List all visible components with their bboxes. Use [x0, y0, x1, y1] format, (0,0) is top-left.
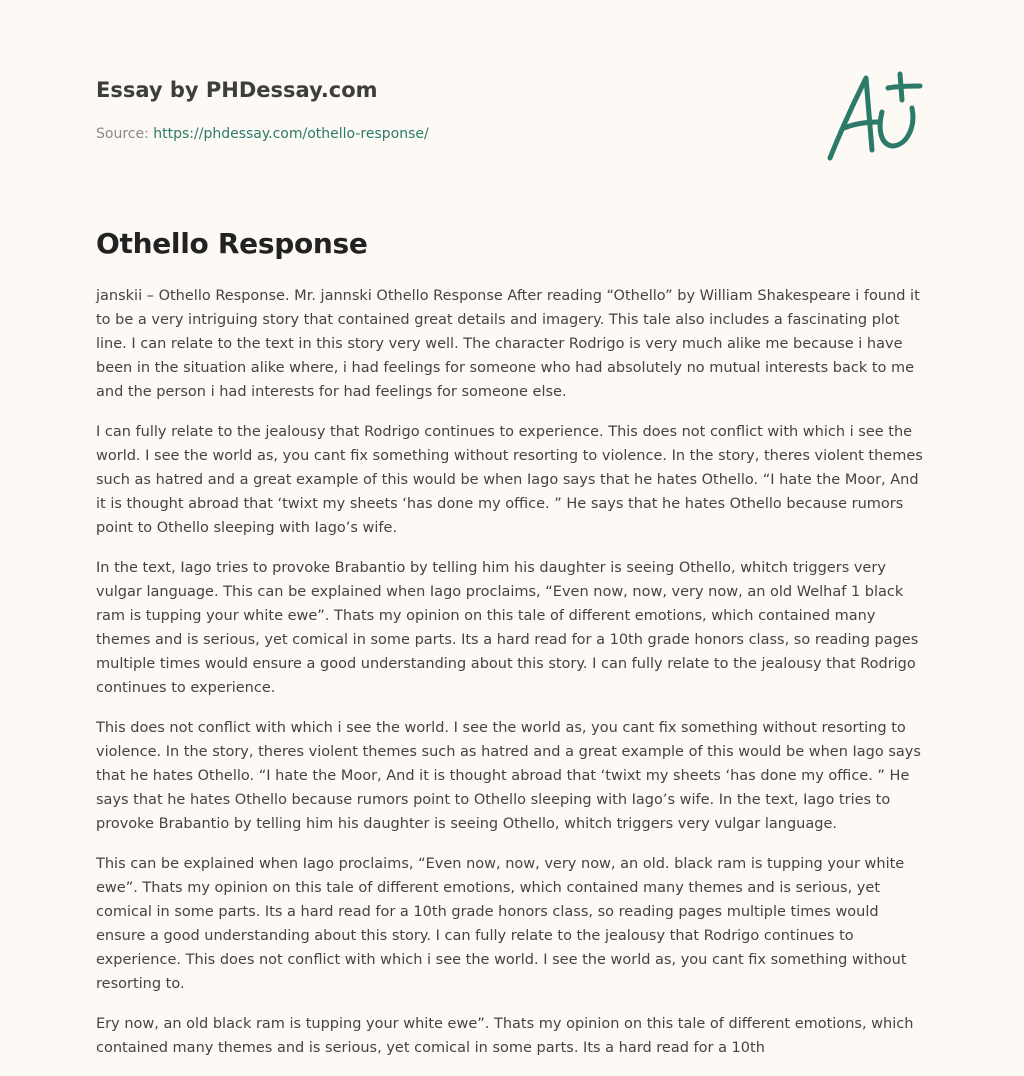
- essay-paragraph: In the text, Iago tries to provoke Brabantio by telling him his daughter is seeing Othello, whitch triggers very vulgar language. This can be explained when Iago proclaims, “Even now, now, very now, an old Welhaf 1 black ram is tupping your white ewe”. Thats my opinion on this tale of different emotions, which contained many themes and is serious, yet comical in some parts. Its a hard read for a 10th grade honors class, so reading pages multiple times would ensure a good understanding about this story. I can fully relate to the jealousy that Rodrigo continues to experience.: [96, 560, 919, 696]
- a-plus-logo-icon: [820, 66, 930, 166]
- essay-title: Othello Response: [96, 227, 368, 260]
- source-label: Source:: [96, 126, 154, 142]
- essay-paragraph: janskii – Othello Response. Mr. jannski Othello Response After reading “Othello” by William Shakespeare i found it to be a very intriguing story that contained great details and imagery. This tale also includes a fascinating plot line. I can relate to the text in this story very well. The character Rodrigo is very much alike me because i have been in the situation alike where, i had feelings for someone who had absolutely no mutual interests back to me and the person i had interests for had feelings for someone else.: [96, 288, 920, 400]
- source-link[interactable]: https://phdessay.com/othello-response/: [153, 126, 429, 142]
- essay-paragraph: I can fully relate to the jealousy that Rodrigo continues to experience. This does not conflict with which i see the world. I see the world as, you cant fix something without resorting to violence. In the story, theres violent themes such as hatred and a great example of this would be when Iago says that he hates Othello. “I hate the Moor, And it is thought abroad that ‘twixt my sheets ‘has done my office. ” He says that he hates Othello because rumors point to Othello sleeping with Iago’s wife.: [96, 424, 923, 536]
- essay-paragraph: Ery now, an old black ram is tupping your white ewe”. Thats my opinion on this tale of different emotions, which contained many themes and is serious, yet comical in some parts. Its a hard read for a 10th: [96, 1016, 914, 1056]
- essay-paragraph: This can be explained when Iago proclaims, “Even now, now, very now, an old. black ram is tupping your white ewe”. Thats my opinion on this tale of different emotions, which contained many themes and is serious, yet comical in some parts. Its a hard read for a 10th grade honors class, so reading pages multiple times would ensure a good understanding about this story. I can fully relate to the jealousy that Rodrigo continues to experience. This does not conflict with which i see the world. I see the world as, you cant fix something without resorting to.: [96, 856, 907, 992]
- source-line: [96, 124, 796, 144]
- site-brand: Essay by PHDessay.com: [96, 78, 378, 102]
- essay-body: [96, 284, 930, 1076]
- page-header: [96, 76, 796, 144]
- essay-paragraph: This does not conflict with which i see the world. I see the world as, you cant fix something without resorting to violence. In the story, theres violent themes such as hatred and a great example of this would be when Iago says that he hates Othello. “I hate the Moor, And it is thought abroad that ‘twixt my sheets ‘has done my office. ” He says that he hates Othello because rumors point to Othello sleeping with Iago’s wife. In the text, Iago tries to provoke Brabantio by telling him his daughter is seeing Othello, whitch triggers very vulgar language.: [96, 720, 921, 832]
